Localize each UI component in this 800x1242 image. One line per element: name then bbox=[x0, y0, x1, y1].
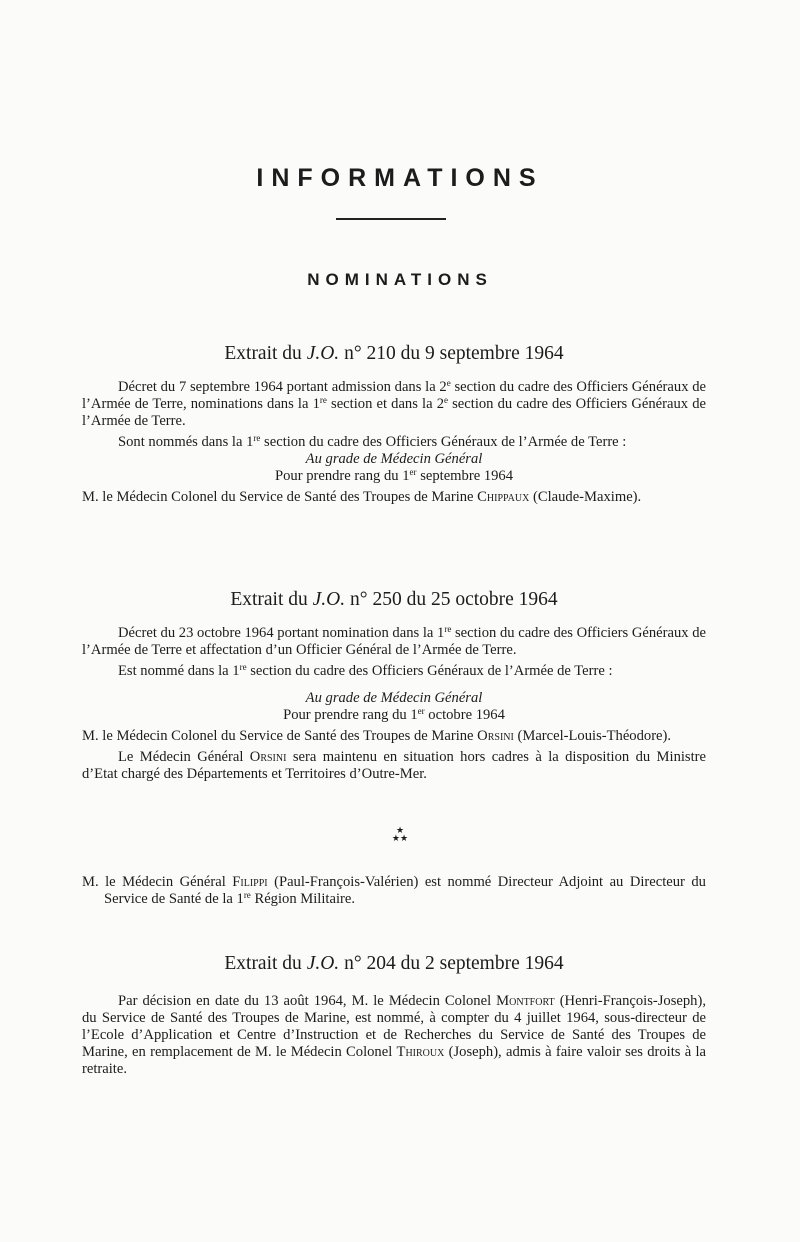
maintenu-paragraph: Le Médecin Général Orsini sera maintenu en situation hors cadres à la disposition du Ministre d’Etat chargé des Départements et Territoires d’Outre-Mer. bbox=[82, 749, 706, 782]
nominee-paragraph: M. le Médecin Colonel du Service de Santé des Troupes de Marine Orsini (Marcel-Louis-Théodore). bbox=[82, 728, 672, 744]
extract-heading: Extrait du J.O. n° 210 du 9 septembre 1964 bbox=[224, 343, 564, 364]
extract-section-204 bbox=[82, 953, 706, 1078]
extract-heading: Extrait du J.O. n° 250 du 25 octobre 1964 bbox=[230, 589, 558, 610]
nomination-intro: Est nommé dans la 1re section du cadre des Officiers Généraux de l’Armée de Terre : bbox=[118, 662, 613, 679]
page-title: INFORMATIONS bbox=[256, 164, 544, 192]
nominee-paragraph: M. le Médecin Colonel du Service de Santé des Troupes de Marine Chippaux (Claude-Maxime). bbox=[82, 489, 642, 505]
grade-line: Au grade de Médecin Général bbox=[305, 451, 483, 467]
decret-paragraph: Décret du 7 septembre 1964 portant admission dans la 2e section du cadre des Officiers Généraux de l’Armée de Terre, nominations dans la 1re section et dans la 2e section du cadre des Officiers Généraux de l’Armée de Terre. bbox=[82, 378, 707, 429]
filippi-paragraph: M. le Médecin Général Filippi (Paul-François-Valérien) est nommé Directeur Adjoint au Directeur du Service de Santé de la 1re Région Militaire. bbox=[82, 874, 706, 907]
filippi-section bbox=[82, 874, 706, 908]
section-subtitle: NOMINATIONS bbox=[307, 270, 493, 289]
grade-line: Au grade de Médecin Général bbox=[305, 690, 483, 706]
rang-line: Pour prendre rang du 1er octobre 1964 bbox=[283, 706, 505, 723]
rang-line: Pour prendre rang du 1er septembre 1964 bbox=[274, 467, 514, 484]
decision-paragraph: Par décision en date du 13 août 1964, M. le Médecin Colonel Montfort (Henri-François-Joseph), du Service de Santé des Troupes de Marine, est nommé, à compter du 4 juillet 1964, sous-directeur de l’Ecole d’Application et Centre d’Instruction et de Recherches du Service de Santé des Troupes de Marine, en remplacement de M. le Médecin Colonel Thiroux (Joseph), admis à faire valoir ses droits à la retraite. bbox=[82, 993, 707, 1077]
title-rule bbox=[336, 218, 446, 220]
decret-paragraph: Décret du 23 octobre 1964 portant nomination dans la 1re section du cadre des Officiers Généraux de l’Armée de Terre et affectation d’un Officier Général de l’Armée de Terre. bbox=[82, 624, 706, 658]
extract-section-210 bbox=[82, 343, 706, 506]
extract-heading: Extrait du J.O. n° 204 du 2 septembre 1964 bbox=[224, 953, 564, 974]
nomination-intro: Sont nommés dans la 1re section du cadre des Officiers Généraux de l’Armée de Terre : bbox=[118, 433, 627, 450]
asterism-separator: ★ ★★ bbox=[391, 825, 409, 843]
extract-section-250 bbox=[82, 589, 706, 783]
